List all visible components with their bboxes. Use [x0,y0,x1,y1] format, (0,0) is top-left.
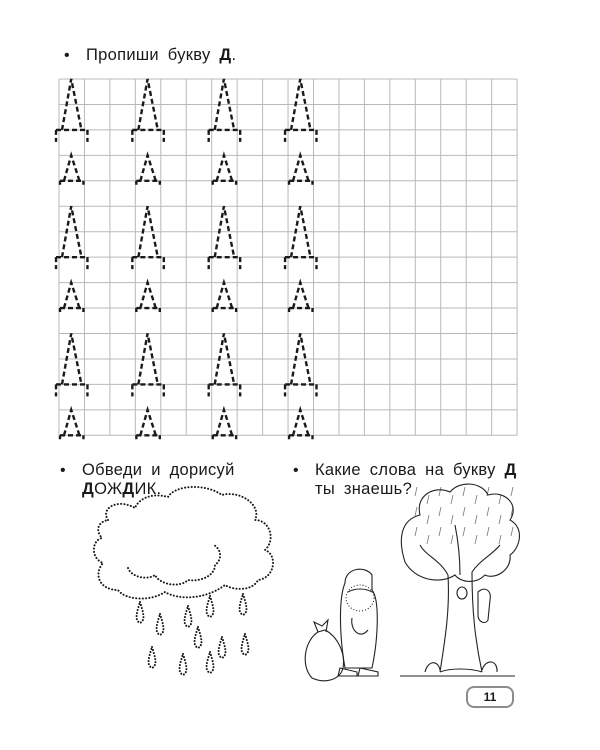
raindrop-outline [137,602,144,623]
rain-streak [415,507,417,516]
rain-streak [427,515,429,524]
task-text: Обведи и дорисуй [82,461,235,479]
rain-streak [475,515,477,524]
bullet: • [293,462,299,479]
rain-streak [415,527,417,536]
raindrop-outline [219,637,226,658]
rain-streak [487,507,489,516]
task-end: . [156,480,162,498]
task-letter: Д [504,461,517,479]
task-end: . [231,46,237,64]
raindrop-outline [157,614,164,635]
word-part: ИК [134,480,157,498]
tree-icon [400,484,519,676]
rain-streak [463,507,465,516]
raindrop-outline [180,654,187,675]
word-letter: Д [82,480,95,498]
rain-streak [451,535,453,544]
rain-streak [475,495,477,504]
dotted-cloud [94,487,273,599]
rain-streak [499,495,501,504]
rain-streak [427,495,429,504]
rain-streak [475,535,477,544]
word-letter: Д [122,480,135,498]
raindrop-outline [207,596,214,617]
rain-streak [439,527,441,536]
page-number-badge: 11 [466,686,514,708]
rain-streak [439,507,441,516]
bullet: • [64,47,70,64]
task-text-2: ты знаешь? [315,480,413,498]
word-part: ОЖ [94,480,123,498]
rain-streak [439,487,441,496]
rain-streak [511,527,513,536]
rain-streak [415,487,417,496]
raindrop-outline [195,627,202,648]
rain-streak [499,515,501,524]
task-text: Какие слова на букву [315,461,505,479]
rain-streaks [415,487,513,544]
rain-streak [487,527,489,536]
rain-streak [427,535,429,544]
bullet: • [60,462,66,479]
task-text: Пропиши букву [86,46,220,64]
raindrop-outline [149,647,156,668]
rain-streak [463,527,465,536]
rain-streak [451,495,453,504]
raindrop-outline [207,652,214,673]
rain-illustration [305,484,519,681]
rain-streak [463,487,465,496]
dotted-raindrops [137,594,249,675]
rain-streak [451,515,453,524]
rain-streak [499,535,501,544]
sack-icon [305,620,343,681]
raindrop-outline [242,634,249,655]
raindrop-outline [240,594,247,615]
raindrop-outline [185,606,192,627]
task-letter: Д [219,46,232,64]
rain-streak [511,487,513,496]
